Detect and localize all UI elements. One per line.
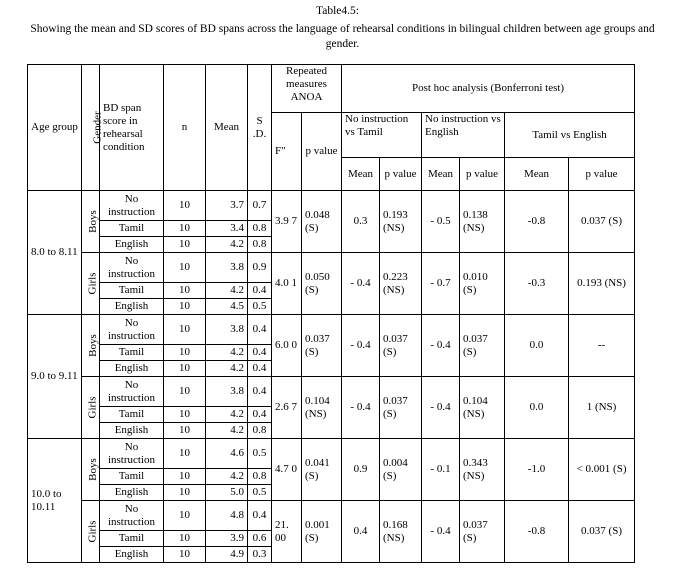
no-vs-english-p-cell: 0.138 (NS) (460, 191, 505, 253)
sd-cell: 0.4 (248, 361, 272, 377)
gender-cell: Boys (82, 191, 100, 253)
age-group-cell: 9.0 to 9.11 (28, 315, 82, 439)
header-sd: S .D. (248, 65, 272, 191)
mean-cell: 5.0 (206, 485, 248, 501)
tamil-vs-english-p-cell: 1 (NS) (569, 377, 635, 439)
mean-cell: 3.8 (206, 253, 248, 283)
header-bd-span: BD span score in rehearsal condition (100, 65, 164, 191)
gender-cell: Girls (82, 253, 100, 315)
p-value-cell: 0.104 (NS) (302, 377, 342, 439)
table-row (28, 501, 635, 531)
sd-cell: 0.4 (248, 407, 272, 423)
gender-cell: Boys (82, 439, 100, 501)
header-n: n (164, 65, 206, 191)
n-cell: 10 (164, 531, 206, 547)
sd-cell: 0.8 (248, 221, 272, 237)
tamil-vs-english-mean-cell: -0.8 (505, 501, 569, 563)
table-row (28, 439, 635, 469)
n-cell: 10 (164, 423, 206, 439)
condition-cell: Tamil (100, 345, 164, 361)
mean-cell: 3.7 (206, 191, 248, 221)
results-table (27, 64, 635, 563)
mean-cell: 4.2 (206, 283, 248, 299)
condition-cell: No instruction (100, 501, 164, 531)
condition-cell: English (100, 299, 164, 315)
no-vs-tamil-p-cell: 0.168 (NS) (380, 501, 422, 563)
subheader-p-value: p value (569, 158, 635, 191)
tamil-vs-english-mean-cell: 0.0 (505, 377, 569, 439)
mean-cell: 3.8 (206, 377, 248, 407)
tamil-vs-english-p-cell: 0.037 (S) (569, 191, 635, 253)
n-cell: 10 (164, 547, 206, 563)
n-cell: 10 (164, 191, 206, 221)
n-cell: 10 (164, 377, 206, 407)
table-row (28, 253, 635, 283)
condition-cell: No instruction (100, 191, 164, 221)
tamil-vs-english-mean-cell: 0.0 (505, 315, 569, 377)
no-vs-tamil-p-cell: 0.037 (S) (380, 315, 422, 377)
sd-cell: 0.3 (248, 547, 272, 563)
mean-cell: 4.2 (206, 361, 248, 377)
tamil-vs-english-p-cell: < 0.001 (S) (569, 439, 635, 501)
sd-cell: 0.5 (248, 485, 272, 501)
sd-cell: 0.7 (248, 191, 272, 221)
n-cell: 10 (164, 469, 206, 485)
no-vs-english-p-cell: 0.010 (S) (460, 253, 505, 315)
mean-cell: 4.6 (206, 439, 248, 469)
condition-cell: No instruction (100, 377, 164, 407)
p-value-cell: 0.048 (S) (302, 191, 342, 253)
n-cell: 10 (164, 345, 206, 361)
sd-cell: 0.6 (248, 531, 272, 547)
mean-cell: 3.8 (206, 315, 248, 345)
table-caption-label: Table4.5: (316, 5, 359, 17)
no-vs-english-p-cell: 0.343 (NS) (460, 439, 505, 501)
table-row (28, 377, 635, 407)
sd-cell: 0.8 (248, 423, 272, 439)
no-vs-tamil-mean-cell: 0.9 (342, 439, 380, 501)
header-posthoc: Post hoc analysis (Bonferroni test) (342, 65, 635, 113)
n-cell: 10 (164, 221, 206, 237)
header-repeated-measures: Repeated measures ANOA (272, 65, 342, 113)
f-value-cell: 4.7 0 (272, 439, 302, 501)
mean-cell: 4.5 (206, 299, 248, 315)
sd-cell: 0.4 (248, 345, 272, 361)
n-cell: 10 (164, 253, 206, 283)
f-value-cell: 4.0 1 (272, 253, 302, 315)
no-vs-tamil-mean-cell: - 0.4 (342, 315, 380, 377)
condition-cell: Tamil (100, 531, 164, 547)
n-cell: 10 (164, 407, 206, 423)
mean-cell: 4.9 (206, 547, 248, 563)
no-vs-tamil-p-cell: 0.223 (NS) (380, 253, 422, 315)
no-vs-tamil-mean-cell: - 0.4 (342, 377, 380, 439)
subheader-mean: Mean (505, 158, 569, 191)
sd-cell: 0.4 (248, 283, 272, 299)
n-cell: 10 (164, 361, 206, 377)
condition-cell: No instruction (100, 315, 164, 345)
table-row (28, 315, 635, 345)
subheader-mean: Mean (422, 158, 460, 191)
no-vs-english-mean-cell: - 0.4 (422, 315, 460, 377)
condition-cell: Tamil (100, 407, 164, 423)
sd-cell: 0.8 (248, 237, 272, 253)
gender-cell: Boys (82, 315, 100, 377)
p-value-cell: 0.037 (S) (302, 315, 342, 377)
table-caption-title: Showing the mean and SD scores of BD spans across the language of rehearsal conditions in bilingual children between age groups and gender. (30, 23, 655, 50)
header-gender: Gender (82, 65, 100, 191)
no-vs-tamil-p-cell: 0.193 (NS) (380, 191, 422, 253)
subheader-p-value: p value (380, 158, 422, 191)
header-tamil-vs-english: Tamil vs English (505, 113, 635, 158)
n-cell: 10 (164, 501, 206, 531)
header-age-group: Age group (28, 65, 82, 191)
tamil-vs-english-mean-cell: -0.8 (505, 191, 569, 253)
sd-cell: 0.8 (248, 469, 272, 485)
age-group-cell: 8.0 to 8.11 (28, 191, 82, 315)
no-vs-english-mean-cell: - 0.7 (422, 253, 460, 315)
condition-cell: Tamil (100, 469, 164, 485)
f-value-cell: 2.6 7 (272, 377, 302, 439)
n-cell: 10 (164, 237, 206, 253)
no-vs-tamil-p-cell: 0.037 (S) (380, 377, 422, 439)
mean-cell: 4.2 (206, 237, 248, 253)
mean-cell: 3.4 (206, 221, 248, 237)
tamil-vs-english-p-cell: 0.193 (NS) (569, 253, 635, 315)
n-cell: 10 (164, 485, 206, 501)
no-vs-tamil-mean-cell: 0.3 (342, 191, 380, 253)
no-vs-tamil-mean-cell: - 0.4 (342, 253, 380, 315)
mean-cell: 4.2 (206, 407, 248, 423)
header-p-value: p value (302, 113, 342, 191)
condition-cell: No instruction (100, 439, 164, 469)
subheader-mean: Mean (342, 158, 380, 191)
n-cell: 10 (164, 283, 206, 299)
sd-cell: 0.9 (248, 253, 272, 283)
no-vs-tamil-p-cell: 0.004 (S) (380, 439, 422, 501)
mean-cell: 4.2 (206, 423, 248, 439)
condition-cell: English (100, 237, 164, 253)
n-cell: 10 (164, 439, 206, 469)
header-mean: Mean (206, 65, 248, 191)
no-vs-english-mean-cell: - 0.1 (422, 439, 460, 501)
tamil-vs-english-mean-cell: -1.0 (505, 439, 569, 501)
condition-cell: No instruction (100, 253, 164, 283)
f-value-cell: 21. 00 (272, 501, 302, 563)
table-row (28, 191, 635, 221)
n-cell: 10 (164, 315, 206, 345)
mean-cell: 3.9 (206, 531, 248, 547)
mean-cell: 4.2 (206, 345, 248, 361)
mean-cell: 4.8 (206, 501, 248, 531)
condition-cell: Tamil (100, 221, 164, 237)
f-value-cell: 3.9 7 (272, 191, 302, 253)
subheader-p-value: p value (460, 158, 505, 191)
f-value-cell: 6.0 0 (272, 315, 302, 377)
no-vs-tamil-mean-cell: 0.4 (342, 501, 380, 563)
condition-cell: English (100, 485, 164, 501)
header-no-vs-english: No instruction vs English (422, 113, 505, 158)
no-vs-english-p-cell: 0.037 (S) (460, 501, 505, 563)
p-value-cell: 0.050 (S) (302, 253, 342, 315)
n-cell: 10 (164, 299, 206, 315)
header-no-vs-tamil: No instruction vs Tamil (342, 113, 422, 158)
no-vs-english-mean-cell: - 0.4 (422, 501, 460, 563)
mean-cell: 4.2 (206, 469, 248, 485)
sd-cell: 0.4 (248, 377, 272, 407)
no-vs-english-p-cell: 0.104 (NS) (460, 377, 505, 439)
p-value-cell: 0.041 (S) (302, 439, 342, 501)
tamil-vs-english-p-cell: 0.037 (S) (569, 501, 635, 563)
condition-cell: English (100, 547, 164, 563)
sd-cell: 0.5 (248, 439, 272, 469)
sd-cell: 0.4 (248, 501, 272, 531)
age-group-cell: 10.0 to 10.11 (28, 439, 82, 563)
condition-cell: Tamil (100, 283, 164, 299)
gender-cell: Girls (82, 501, 100, 563)
gender-cell: Girls (82, 377, 100, 439)
no-vs-english-p-cell: 0.037 (S) (460, 315, 505, 377)
p-value-cell: 0.001 (S) (302, 501, 342, 563)
tamil-vs-english-p-cell: -- (569, 315, 635, 377)
no-vs-english-mean-cell: - 0.5 (422, 191, 460, 253)
sd-cell: 0.4 (248, 315, 272, 345)
condition-cell: English (100, 423, 164, 439)
sd-cell: 0.5 (248, 299, 272, 315)
tamil-vs-english-mean-cell: -0.3 (505, 253, 569, 315)
header-f: F" (272, 113, 302, 191)
condition-cell: English (100, 361, 164, 377)
no-vs-english-mean-cell: - 0.4 (422, 377, 460, 439)
